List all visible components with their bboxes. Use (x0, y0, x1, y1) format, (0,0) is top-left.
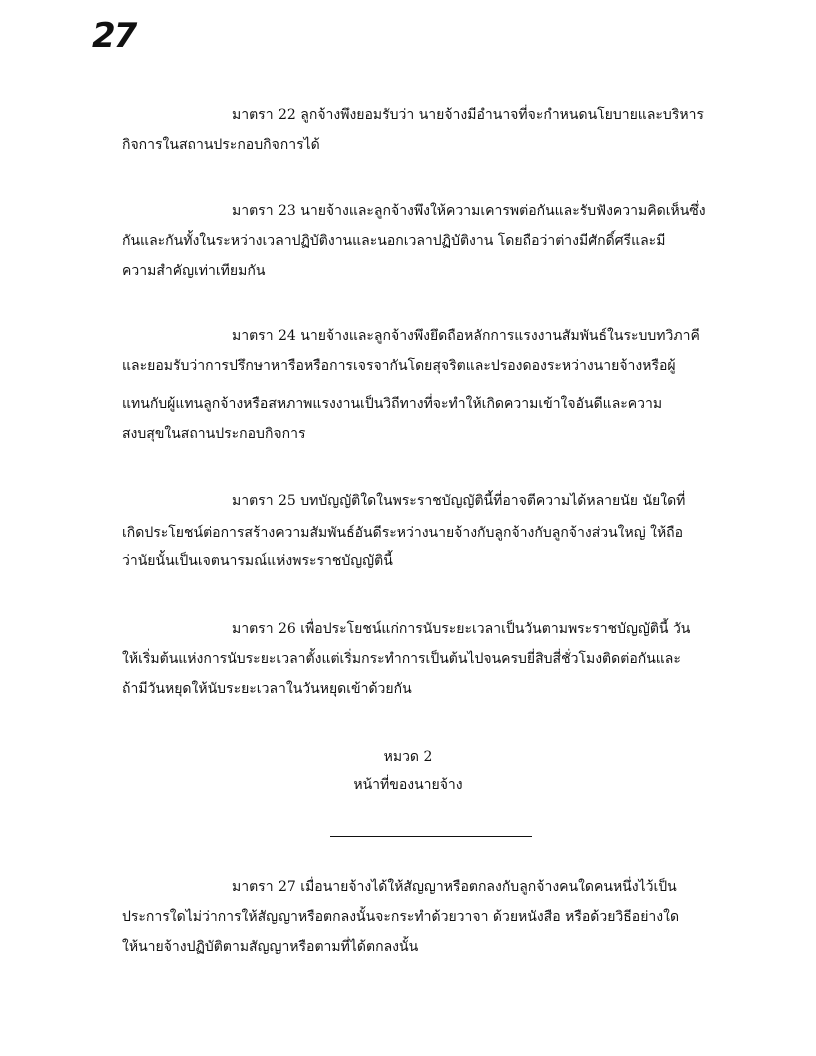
chapter-title: หน้าที่ของนายจ้าง (353, 777, 463, 793)
section-23-line-2: กันและกันทั้งในระหว่างเวลาปฏิบัติงานและนอกเวลาปฏิบัติงาน โดยถือว่าต่างมีศักดิ์ศรีและมี (122, 233, 666, 249)
section-24-line-1: มาตรา 24 นายจ้างและลูกจ้างพึงยึดถือหลักการแรงงานสัมพันธ์ในระบบทวิภาคี (232, 328, 700, 344)
section-22-line-1: มาตรา 22 ลูกจ้างพึงยอมรับว่า นายจ้างมีอำนาจที่จะกำหนดนโยบายและบริหาร (232, 107, 704, 123)
section-24-line-4: สงบสุขในสถานประกอบกิจการ (122, 426, 306, 442)
section-25-line-3: ว่านัยนั้นเป็นเจตนารมณ์แห่งพระราชบัญญัตินี้ (122, 553, 393, 569)
section-27-line-1: มาตรา 27 เมื่อนายจ้างได้ให้สัญญาหรือตกลงกับลูกจ้างคนใดคนหนึ่งไว้เป็น (232, 879, 677, 895)
section-24-line-2: และยอมรับว่าการปรึกษาหารือหรือการเจรจากันโดยสุจริตและปรองดองระหว่างนายจ้างหรือผู้ (122, 358, 676, 374)
section-26-line-1: มาตรา 26 เพื่อประโยชน์แก่การนับระยะเวลาเป็นวันตามพระราชบัญญัตินี้ วัน (232, 621, 691, 637)
section-26-line-2: ให้เริ่มต้นแห่งการนับระยะเวลาตั้งแต่เริ่มกระทำการเป็นต้นไปจนครบยี่สิบสี่ชั่วโมงติดต่อกันและ (122, 651, 681, 667)
section-24-line-3: แทนกับผู้แทนลูกจ้างหรือสหภาพแรงงานเป็นวิถีทางที่จะทำให้เกิดความเข้าใจอันดีและความ (122, 396, 663, 412)
section-26-line-3: ถ้ามีวันหยุดให้นับระยะเวลาในวันหยุดเข้าด้วยกัน (122, 681, 412, 697)
handwritten-page-number: 27 (92, 16, 136, 56)
section-27-line-2: ประการใดไม่ว่าการให้สัญญาหรือตกลงนั้นจะกระทำด้วยวาจา ด้วยหนังสือ หรือด้วยวิธีอย่างใด (122, 909, 680, 925)
section-25-line-2: เกิดประโยชน์ต่อการสร้างความสัมพันธ์อันดีระหว่างนายจ้างกับลูกจ้างกับลูกจ้างส่วนใหญ่ ให้ถือ (122, 525, 684, 541)
section-27-line-3: ให้นายจ้างปฏิบัติตามสัญญาหรือตามที่ได้ตกลงนั้น (122, 939, 419, 955)
section-23-line-1: มาตรา 23 นายจ้างและลูกจ้างพึงให้ความเคารพต่อกันและรับฟังความคิดเห็นซึ่ง (232, 203, 706, 219)
chapter-divider (330, 836, 532, 837)
section-23-line-3: ความสำคัญเท่าเทียมกัน (122, 263, 266, 279)
section-25-line-1: มาตรา 25 บทบัญญัติใดในพระราชบัญญัตินี้ที่อาจตีความได้หลายนัย นัยใดที่ (232, 493, 686, 509)
section-22-line-2: กิจการในสถานประกอบกิจการได้ (122, 137, 320, 153)
chapter-number: หมวด 2 (383, 749, 433, 765)
